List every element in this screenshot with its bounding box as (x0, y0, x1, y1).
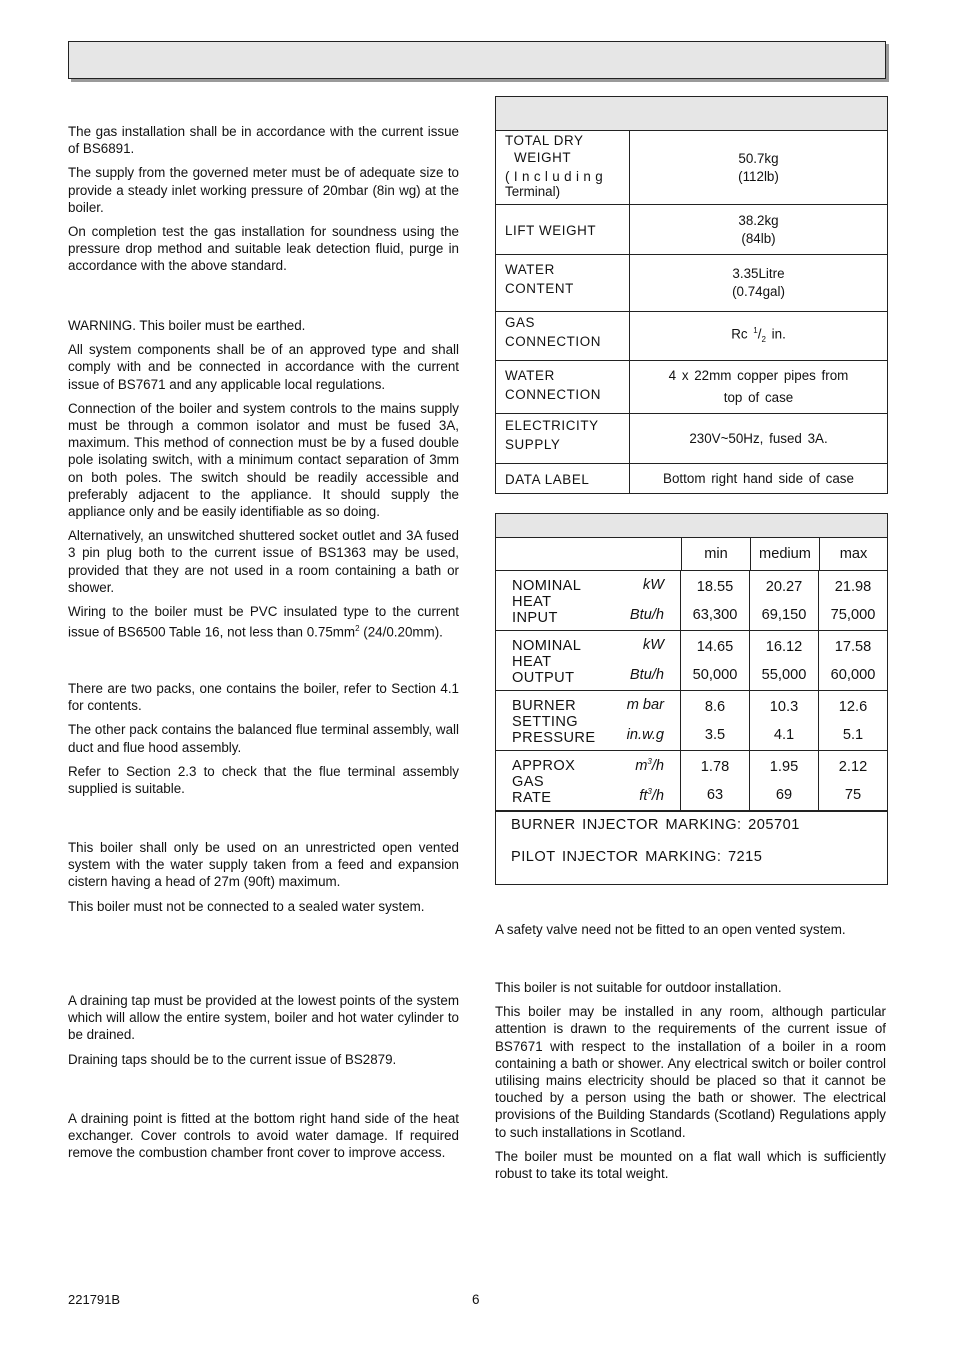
fraction-denominator: 2 (761, 335, 766, 345)
label-line: PRESSURE (512, 730, 596, 746)
table-row (496, 131, 887, 205)
row-label (496, 361, 630, 413)
value-cell (750, 751, 819, 810)
paragraph: All system components shall be of an approved type and shall comply with and be connected in accordance with the current issue of BS7671 and any applicable local regulations. (68, 342, 459, 392)
label-line: INPUT (512, 610, 558, 626)
value-cell (750, 571, 819, 630)
superscript: 3 (647, 787, 652, 796)
label-line: CONNECTION (505, 334, 602, 349)
row-value (630, 414, 887, 463)
value-cell (681, 691, 750, 750)
paragraph: A safety valve need not be fitted to an open vented system. (495, 922, 846, 937)
label-line: Terminal) (505, 184, 561, 199)
value-line: 4 x 22mm copper pipes from (668, 368, 849, 383)
table-row (496, 751, 887, 812)
value: 63 (706, 787, 724, 803)
row-value (630, 361, 887, 413)
table-row (496, 464, 887, 493)
document-number: 221791B (68, 1292, 121, 1307)
value-line: (84lb) (741, 230, 776, 246)
value-text: in. (765, 326, 786, 342)
paragraph: The gas installation shall be in accordance with the current issue of BS6891. (68, 124, 459, 157)
value: 12.6 (838, 699, 868, 715)
value-cell (750, 691, 819, 750)
packaging-section (68, 680, 459, 797)
value: 21.98 (834, 579, 872, 595)
electrical-supply-section (68, 317, 459, 641)
value: 69 (775, 787, 793, 803)
superscript: 3 (647, 757, 652, 766)
unit-label: m bar (626, 697, 664, 713)
row-label (496, 631, 681, 690)
value-line: 3.35Litre (732, 266, 785, 281)
water-system-section (68, 839, 459, 915)
label-line: WEIGHT (514, 150, 572, 165)
paragraph: Refer to Section 2.3 to check that the flue terminal assembly supplied is suitable. (68, 763, 459, 797)
fraction-numerator: 1 (753, 326, 758, 336)
label-line: GAS (512, 774, 545, 790)
unit-text: /h (651, 757, 664, 774)
unit-label (639, 787, 664, 804)
label-line: (Including (505, 169, 608, 184)
value: 8.6 (704, 699, 726, 715)
value: 5.1 (842, 727, 864, 743)
page-number: 6 (472, 1292, 480, 1307)
paragraph: On completion test the gas installation for soundness using the pressure drop method and suitable leak detection fluid, purge in accordance with the above standard. (68, 224, 459, 274)
table-row (496, 205, 887, 255)
row-value (630, 255, 887, 311)
burner-injector-marking: BURNER INJECTOR MARKING: 205701 (511, 817, 800, 833)
row-label-name (512, 758, 575, 806)
value: 4.1 (773, 727, 795, 743)
label-line: HEAT (512, 654, 552, 670)
value-line: 50.7kg (738, 150, 779, 166)
value-line: 230V~50Hz, fused 3A. (689, 430, 828, 446)
paragraph: There are two packs, one contains the boiler, refer to Section 4.1 for contents. (68, 681, 459, 714)
column-header: medium (751, 538, 820, 570)
wiring-text: Wiring to the boiler must be PVC insulated type to the current issue of BS6500 Table 16, not less than 0.75mm (68, 604, 459, 640)
value-line: (0.74gal) (732, 284, 785, 299)
value: 18.55 (696, 579, 734, 595)
row-label (496, 255, 630, 311)
paragraph: Draining taps should be to the current issue of BS2879. (68, 1051, 397, 1067)
table-title-bar (496, 514, 887, 538)
warning-text: WARNING. This boiler must be earthed. (68, 318, 306, 333)
performance-data-table (495, 513, 888, 885)
row-label (496, 312, 630, 360)
value: 75,000 (830, 607, 876, 623)
value-cell (819, 691, 887, 750)
value-line: 38.2kg (738, 212, 779, 228)
paragraph: Alternatively, an unswitched shuttered socket outlet and 3A fused 3 pin plug both to the current issue of BS1363 may be used, provided that they are not used in a room containing a bath or shower. (68, 528, 459, 595)
paragraph: This boiler must not be connected to a sealed water system. (68, 898, 425, 914)
table-header-row (496, 538, 887, 571)
header-blank-cell (496, 538, 682, 570)
unit-text: m (635, 757, 648, 774)
value: 17.58 (834, 639, 872, 655)
value: 20.27 (765, 579, 803, 595)
draining-taps-section (68, 992, 459, 1068)
label-line: OUTPUT (512, 670, 575, 686)
row-label-name (512, 698, 596, 746)
table-row (496, 414, 887, 464)
value-cell (819, 571, 887, 630)
value-cell (681, 751, 750, 810)
value-line: top of case (723, 390, 794, 405)
value-cell (819, 751, 887, 810)
row-label (496, 571, 681, 630)
value: 50,000 (692, 667, 738, 683)
value: 1.78 (700, 759, 730, 775)
label-line: TOTAL DRY (505, 133, 584, 148)
paragraph: This boiler may be installed in any room, although particular attention is drawn to the requirements of the current issue of BS7671 with respect to the installation of a boiler in a room containing a bath or shower. Any electrical switch or boiler control utilising mains electricity should be placed so that it cannot be touched by a person using the bath or shower. The electrical provisions of the Building Standards (Scotland) Regulations apply to such installations in Scotland. (495, 1004, 886, 1140)
label-line: WATER (505, 368, 555, 383)
paragraph: A draining tap must be provided at the lowest points of the system which will allow the entire system, boiler and hot water cylinder to be drained. (68, 993, 459, 1043)
value: 69,150 (761, 607, 807, 623)
row-value (630, 312, 887, 360)
unit-label: in.w.g (626, 727, 664, 743)
paragraph: A draining point is fitted at the bottom right hand side of the heat exchanger. Cover controls to avoid water damage. If required remove the combustion chamber front cover to improve access. (68, 1111, 459, 1161)
label-line: HEAT (512, 594, 552, 610)
column-header: min (682, 538, 751, 570)
value-cell (819, 631, 887, 690)
row-label (496, 205, 630, 254)
label-line: BURNER (512, 698, 577, 714)
label-line: DATA LABEL (505, 472, 590, 487)
paragraph (68, 603, 459, 641)
row-label (496, 751, 681, 810)
value: 10.3 (769, 699, 799, 715)
label-line: SUPPLY (505, 437, 561, 452)
label-line: GAS (505, 315, 536, 330)
general-data-table (495, 96, 888, 494)
column-header: max (839, 546, 868, 562)
unit-label: kW (642, 577, 664, 593)
paragraph: The other pack contains the balanced flue terminal assembly, wall duct and flue hood assembly. (68, 722, 459, 755)
table-row (496, 631, 887, 691)
paragraph: This boiler is not suitable for outdoor installation. (495, 980, 782, 995)
label-line: CONNECTION (505, 387, 602, 402)
row-label (496, 414, 630, 463)
value-cell (750, 631, 819, 690)
label-line: NOMINAL (512, 578, 582, 594)
unit-text: ft (639, 787, 648, 804)
value: 3.5 (704, 727, 726, 743)
row-label (496, 464, 630, 493)
value: 16.12 (765, 639, 803, 655)
paragraph: The supply from the governed meter must be of adequate size to provide a steady inlet working pressure of 20mbar (8in wg) at the boiler. (68, 165, 459, 215)
value: 14.65 (696, 639, 734, 655)
table-row (496, 255, 887, 312)
draining-point-section (68, 1110, 459, 1162)
row-value (630, 131, 887, 204)
wiring-text-end: (24/0.20mm). (359, 624, 443, 640)
paragraph: This boiler shall only be used on an unrestricted open vented system with the water supply taken from a feed and expansion cistern having a head of 27m (90ft) maximum. (68, 840, 459, 890)
gas-supply-section (68, 123, 459, 275)
paragraph: Connection of the boiler and system controls to the mains supply must be through a common isolator and must be fused 3A, maximum. This method of connection must be by a fused double pole isolating switch, with a minimum contact separation of 3mm on both poles. The switch should be readily accessible and preferably adjacent to the appliance. It should supply the appliance only and be easily identifiable as so doing. (68, 400, 459, 520)
safety-valve-section (495, 921, 886, 938)
table-row (496, 571, 887, 631)
table-title-bar (496, 97, 887, 131)
row-label-name (512, 578, 581, 626)
label-line: CONTENT (505, 281, 574, 296)
label-line: SETTING (512, 714, 579, 730)
value: 55,000 (761, 667, 807, 683)
paragraph: The boiler must be mounted on a flat wall which is sufficiently robust to take its total weight. (495, 1148, 886, 1182)
table-row (496, 361, 887, 414)
unit-label: kW (642, 637, 664, 653)
value: 75 (844, 787, 862, 803)
unit-text: /h (651, 787, 664, 804)
row-value (630, 464, 887, 493)
value-text: Rc (731, 326, 754, 342)
label-line: NOMINAL (512, 638, 582, 654)
table-row (496, 312, 887, 361)
label-line: LIFT WEIGHT (505, 223, 597, 238)
value-line: Bottom right hand side of case (663, 470, 854, 486)
unit-label: Btu/h (629, 667, 664, 683)
table-row (496, 691, 887, 751)
label-line: APPROX (512, 758, 576, 774)
unit-label: Btu/h (629, 607, 664, 623)
boiler-location-section (495, 979, 886, 1182)
row-value (630, 205, 887, 254)
injector-markings (496, 812, 887, 884)
row-label (496, 691, 681, 750)
value-line: (112lb) (738, 168, 779, 184)
value: 60,000 (830, 667, 876, 683)
row-label (496, 131, 630, 204)
section-header-bar (68, 41, 886, 79)
pilot-injector-marking: PILOT INJECTOR MARKING: 7215 (511, 849, 763, 865)
gas-connection-value: Rc $^1/_2$ in. (731, 326, 786, 345)
value: 2.12 (838, 759, 868, 775)
row-label-name (512, 638, 581, 686)
value-cell (681, 631, 750, 690)
value: 1.95 (769, 759, 799, 775)
unit-label (635, 757, 664, 774)
value: 63,300 (692, 607, 738, 623)
label-line: RATE (512, 790, 552, 806)
superscript: 2 (355, 624, 360, 634)
value-cell (681, 571, 750, 630)
label-line: WATER (505, 262, 555, 277)
label-line: ELECTRICITY (505, 418, 599, 433)
